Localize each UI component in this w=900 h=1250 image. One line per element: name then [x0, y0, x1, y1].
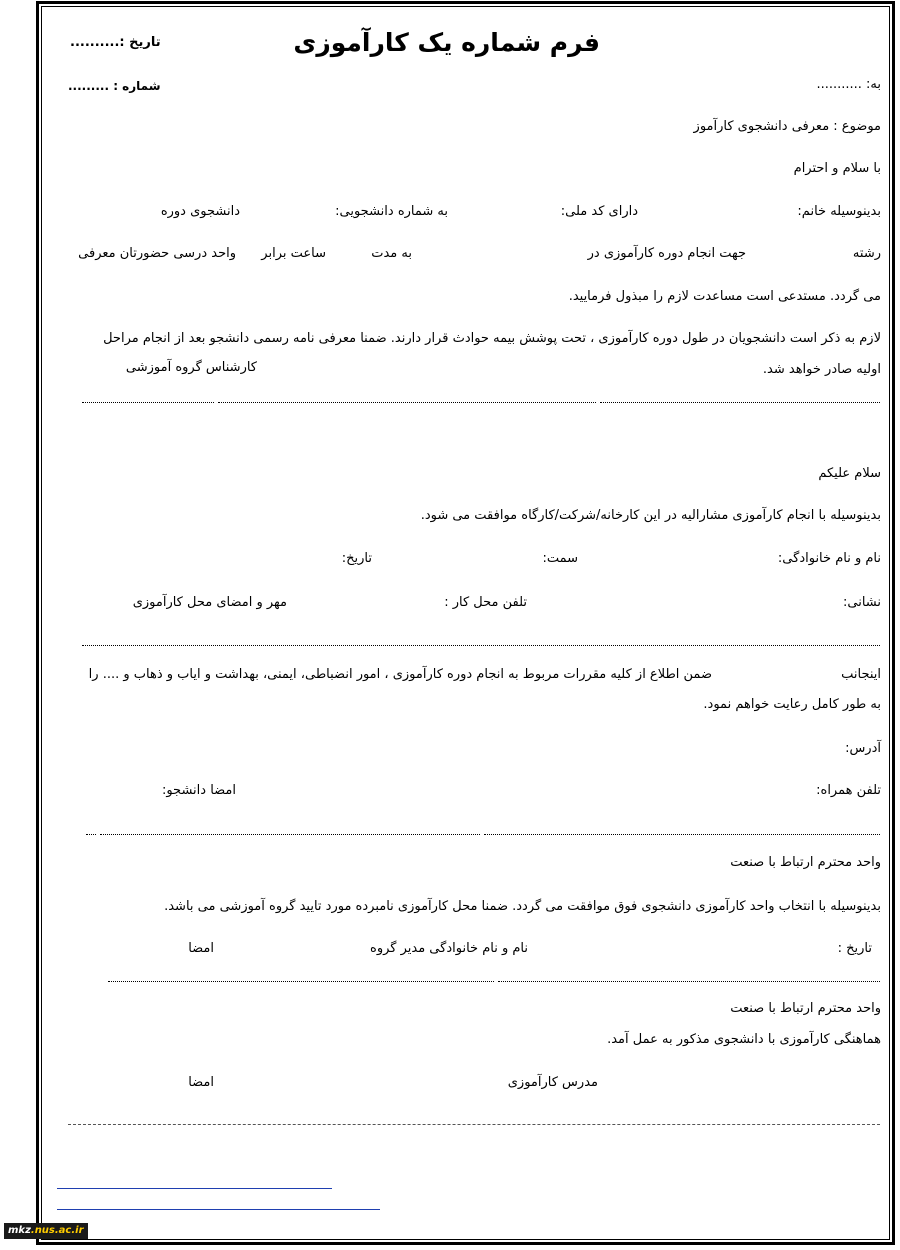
approval-date-label: تاریخ :	[837, 941, 872, 956]
page-border-inner	[41, 6, 890, 1240]
duration-label: به مدت	[371, 246, 412, 261]
request-line: می گردد. مستدعی است مساعدت لازم را مبذول فرمایید.	[568, 289, 881, 304]
signature-line	[100, 834, 480, 835]
signature-line	[82, 402, 214, 403]
signature-line	[108, 981, 494, 982]
instructor-signature-label: امضا	[188, 1075, 214, 1090]
company-address-label: نشانی:	[842, 595, 881, 610]
head-signature-label: امضا	[188, 941, 214, 956]
hours-label: ساعت برابر	[261, 246, 326, 261]
internship-place-label: جهت انجام دوره کارآموزی در	[587, 246, 746, 261]
site-watermark	[4, 1223, 88, 1239]
insurance-note-line2: اولیه صادر خواهد شد.	[762, 362, 881, 377]
company-greeting: سلام علیکم	[818, 466, 881, 481]
company-date-label: تاریخ:	[341, 551, 372, 566]
signature-line	[86, 834, 96, 835]
major-label: رشته	[852, 246, 881, 261]
hereby-ms-label: بدینوسیله خانم:	[797, 204, 881, 219]
footer-rule	[57, 1188, 332, 1189]
footer-rule	[57, 1209, 380, 1210]
signature-line	[600, 402, 880, 403]
watermark-text-b: .nus.ac.ir	[30, 1225, 84, 1236]
signature-line	[484, 834, 880, 835]
commitment-line1: ضمن اطلاع از کلیه مقررات مربوط به انجام دوره کارآموزی ، امور انضباطی، ایمنی، بهداشت و ایاب و ذهاب و .... را	[88, 667, 712, 682]
addressee-field: به: ...........	[816, 77, 881, 92]
company-position-label: سمت:	[542, 551, 578, 566]
course-level-label: دانشجوی دوره	[160, 204, 240, 219]
watermark-text-a: mkz	[8, 1225, 31, 1236]
left-margin	[0, 0, 34, 1250]
signature-line	[82, 645, 880, 646]
undersigned-label: اینجانب	[841, 667, 881, 682]
student-mobile-label: تلفن همراه:	[816, 783, 881, 798]
company-name-label: نام و نام خانوادگی:	[777, 551, 881, 566]
form-title: فرم شماره یک کارآموزی	[293, 28, 600, 57]
company-phone-label: تلفن محل کار :	[444, 595, 527, 610]
header-date-field: تاریخ :..........	[70, 35, 161, 50]
instructor-label: مدرس کارآموزی	[507, 1075, 598, 1090]
insurance-note-line1: لازم به ذکر است دانشجویان در طول دوره کارآموزی ، تحت پوشش بیمه حوادث قرار دارند. ضمنا معرفی نامه رسمی دانشجو بعد از انجام مراحل	[103, 331, 881, 346]
commitment-line2: به طور کامل رعایت خواهم نمود.	[703, 697, 881, 712]
student-address-label: آدرس:	[845, 741, 881, 756]
units-label: واحد درسی حضورتان معرفی	[78, 246, 236, 261]
student-signature-label: امضا دانشجو:	[161, 783, 236, 798]
group-approval-line: بدینوسیله با انتخاب واحد کارآموزی دانشجوی فوق موافقت می گردد. ضمنا محل کارآموزی نامبرده مورد تایید گروه آموزشی می باشد.	[164, 899, 881, 914]
department-head-label: نام و نام خانوادگی مدیر گروه	[370, 941, 528, 956]
student-number-label: به شماره دانشجویی:	[335, 204, 448, 219]
signature-line	[498, 981, 880, 982]
education-expert-label: کارشناس گروه آموزشی	[125, 360, 257, 375]
subject-line: موضوع : معرفی دانشجوی کارآموز	[693, 119, 881, 134]
signature-line	[218, 402, 596, 403]
industry-unit-heading-2: واحد محترم ارتباط با صنعت	[730, 1001, 881, 1016]
greeting-line: با سلام و احترام	[793, 161, 881, 176]
coordination-line: هماهنگی کارآموزی با دانشجوی مذکور به عمل آمد.	[607, 1032, 881, 1047]
national-id-label: دارای کد ملی:	[560, 204, 638, 219]
industry-unit-heading: واحد محترم ارتباط با صنعت	[730, 855, 881, 870]
header-number-field: شماره : .........	[68, 79, 161, 93]
separator-line	[68, 1124, 880, 1125]
company-agreement-line: بدینوسیله با انجام کارآموزی مشارالیه در این کارخانه/شرکت/کارگاه موافقت می شود.	[420, 508, 881, 523]
company-stamp-label: مهر و امضای محل کارآموزی	[132, 595, 287, 610]
